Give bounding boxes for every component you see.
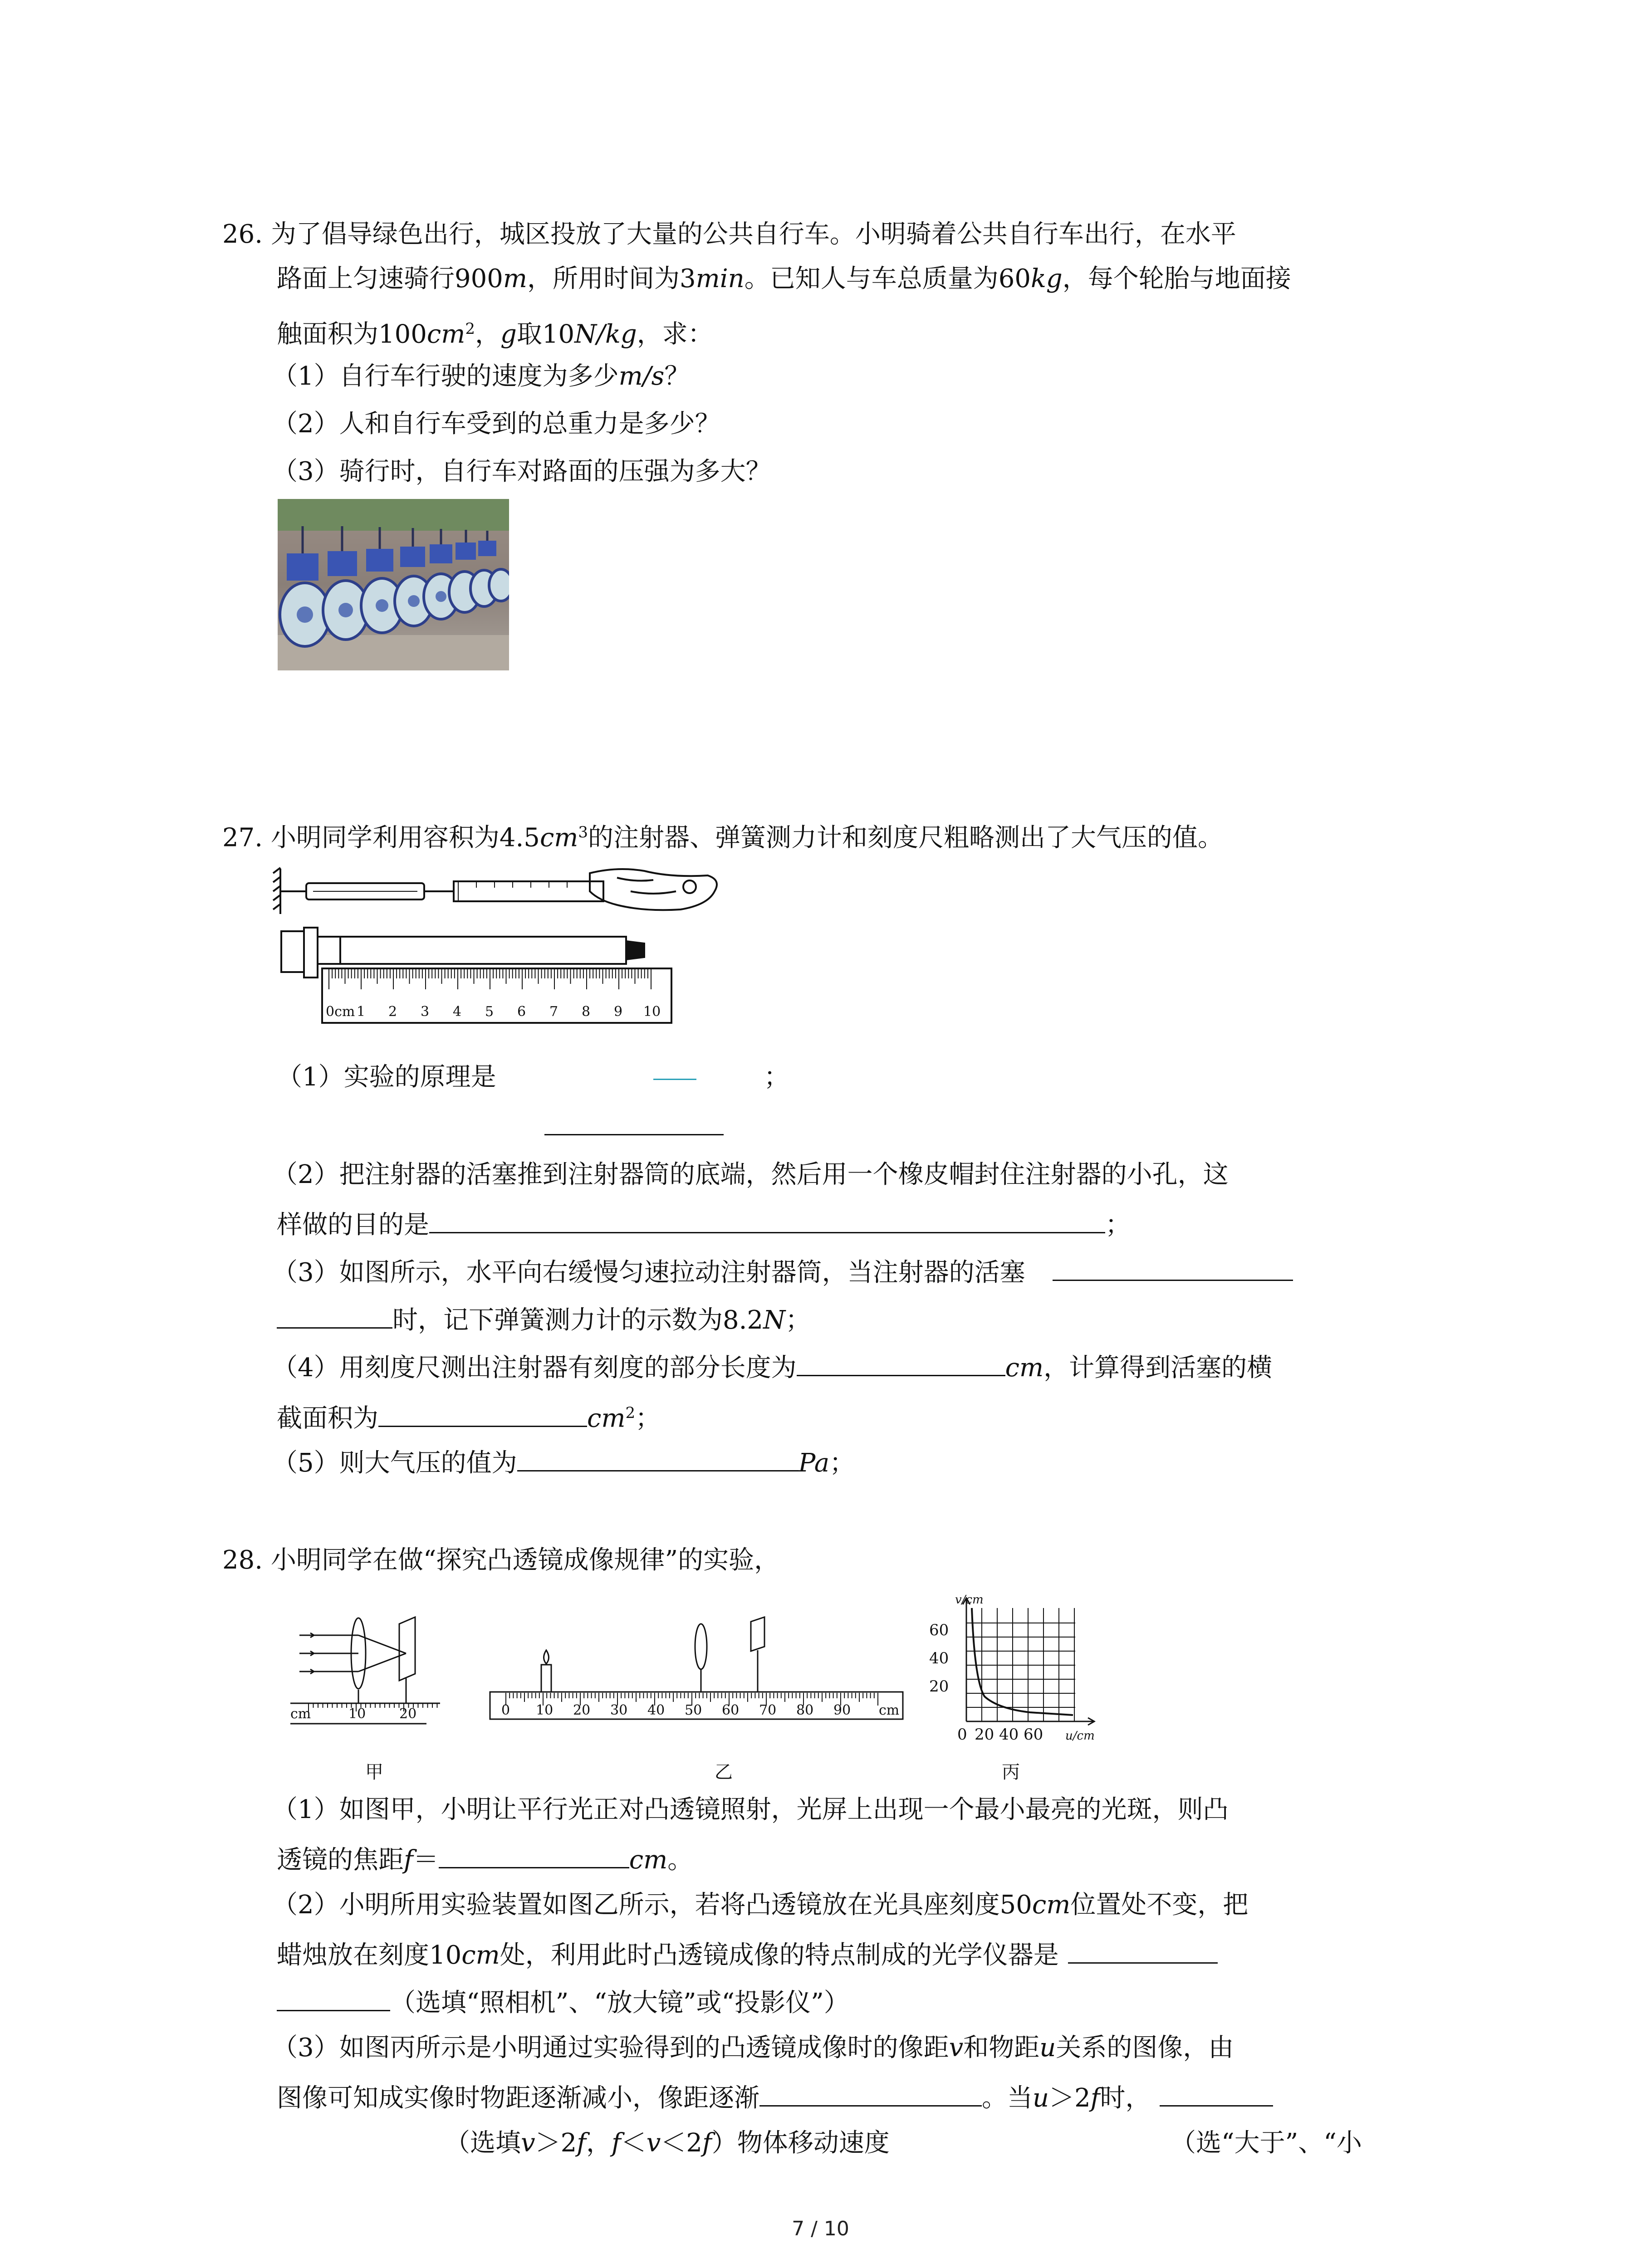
yi-tick-label: 10 [536,1702,554,1718]
ruler-label: 4 [453,1004,462,1020]
bing-y-tick: 40 [929,1649,949,1667]
yi-tick-label: 0 [501,1702,510,1718]
ruler-label: 7 [549,1004,558,1020]
caption-jia: 甲 [365,1762,383,1783]
ruler-label: 3 [421,1004,430,1020]
ruler-label: 0cm [326,1004,355,1020]
bing-x-tick: 60 [1024,1725,1043,1744]
q26-number: 26. [222,220,263,249]
yi-tick-label: 60 [722,1702,740,1718]
q28-sub2c: （选填“照相机”、“放大镜”或“投影仪”） [277,1984,849,2019]
bing-x-tick: 0 [957,1725,967,1744]
answer-blank-purpose[interactable] [429,1207,1105,1233]
ruler-label: 6 [517,1004,526,1020]
figure-yi-bench [488,1615,905,1724]
jia-tick-label: 10 [348,1706,366,1722]
ruler-label: 2 [388,1004,397,1020]
caption-bing: 丙 [1002,1762,1020,1783]
q26-sub3: （3）骑行时，自行车对路面的压强为多大？ [272,457,771,486]
answer-blank-pressure[interactable] [517,1445,798,1471]
yi-tick-label: 70 [759,1702,777,1718]
q28-sub3d: （选“大于”、“小 [1171,2128,1362,2158]
q28-sub3c: （选填v＞2f，f＜v＜2f）物体移动速度 [445,2128,890,2158]
bing-x-tick: 40 [999,1725,1019,1744]
q27-line1: 27. 小明同学利用容积为$4.5cm^3$的注射器、弹簧测力计和刻度尺粗略测出了大气压的值。 [222,823,1224,853]
yi-tick-label: 40 [647,1702,665,1718]
answer-blank-piston[interactable] [1053,1254,1293,1281]
bing-x-tick: 20 [975,1725,994,1744]
answer-blank-instrument-cont[interactable] [277,1984,390,2011]
bing-y-tick: 60 [929,1621,949,1639]
yi-tick-label: 50 [685,1702,702,1718]
jia-tick-label: cm [290,1706,311,1722]
q27-sub3b: 时，记下弹簧测力计的示数为8.2N； [277,1302,811,1336]
answer-blank-length[interactable] [797,1349,1005,1376]
yi-tick-label: 30 [610,1702,628,1718]
figure-jia-focus [290,1615,440,1751]
jia-tick-label: 20 [399,1706,417,1722]
q28-line1: 28. 小明同学在做“探究凸透镜成像规律”的实验， [222,1545,780,1575]
answer-blank-focal-length[interactable] [439,1842,629,1868]
q26-sub1: （1）自行车行驶的速度为多少m/s？ [272,362,690,391]
fraction-bar [653,1079,696,1080]
bing-y-label: v/cm [955,1593,984,1607]
q27-number: 27. [222,823,263,853]
ruler-label: 9 [614,1004,623,1020]
ruler-label: 8 [582,1004,591,1020]
figure-bing-graph [921,1590,1121,1744]
q26-sub2: （2）人和自行车受到的总重力是多少？ [272,409,720,439]
q27-sub1: （1）实验的原理是 ； [277,1062,789,1092]
answer-blank-image-distance[interactable] [759,2080,982,2107]
q26-line3: 触面积为$100cm^2$，g取10N/kg，求： [277,319,713,349]
answer-blank-principle[interactable] [544,1134,724,1135]
answer-blank-range[interactable] [1160,2080,1273,2107]
q27-sub4a: （4）用刻度尺测出注射器有刻度的部分长度为 cm，计算得到活塞的横 [272,1349,1272,1384]
yi-tick-label: 90 [833,1702,851,1718]
ruler-label: 1 [357,1004,366,1020]
q28-sub3b: 图像可知成实像时物距逐渐减小，像距逐渐 。当u＞2f时， [277,2080,1273,2114]
q27-sub4b: 截面积为 $cm^2$； [277,1397,661,1435]
bicycle-photo [278,499,509,670]
q28-sub2b: 蜡烛放在刻度10cm处，利用此时凸透镜成像的特点制成的光学仪器是 [277,1937,1218,1971]
ruler-label: 5 [485,1004,494,1020]
bing-y-tick: 20 [929,1677,949,1696]
yi-tick-label: 80 [796,1702,814,1718]
bing-x-label: u/cm [1065,1729,1095,1743]
q28-sub2a: （2）小明所用实验装置如图乙所示，若将凸透镜放在光具座刻度50cm位置处不变，把 [272,1890,1249,1920]
q27-sub5: （5）则大气压的值为 Pa； [272,1445,855,1479]
q27-sub2a: （2）把注射器的活塞推到注射器筒的底端，然后用一个橡皮帽封住注射器的小孔，这 [272,1160,1229,1189]
answer-blank-piston-cont[interactable] [277,1302,392,1329]
page-number: 7 / 10 [792,2217,849,2240]
q28-sub1a: （1）如图甲，小明让平行光正对凸透镜照射，光屏上出现一个最小最亮的光斑，则凸 [272,1795,1229,1824]
q27-sub3a: （3）如图所示，水平向右缓慢匀速拉动注射器筒，当注射器的活塞 [272,1254,1293,1289]
q28-sub1b: 透镜的焦距f＝ cm。 [277,1842,693,1876]
q28-sub3a: （3）如图丙所示是小明通过实验得到的凸透镜成像时的像距v和物距u关系的图像，由 [272,2033,1234,2063]
q27-sub2b: 样做的目的是 ； [277,1207,1131,1241]
yi-tick-label: cm [879,1702,900,1718]
answer-blank-instrument[interactable] [1068,1937,1218,1964]
caption-yi: 乙 [715,1762,733,1783]
yi-tick-label: 20 [573,1702,591,1718]
q26-line2: 路面上匀速骑行900m，所用时间为3min。已知人与车总质量为60kg，每个轮胎与地面接 [277,264,1291,293]
answer-blank-area[interactable] [378,1400,587,1427]
q26-line1: 26. 为了倡导绿色出行，城区投放了大量的公共自行车。小明骑着公共自行车出行，在水平 [222,220,1236,249]
q28-number: 28. [222,1545,263,1575]
syringe-ruler-figure [272,864,730,1027]
ruler-label: 10 [643,1004,661,1020]
